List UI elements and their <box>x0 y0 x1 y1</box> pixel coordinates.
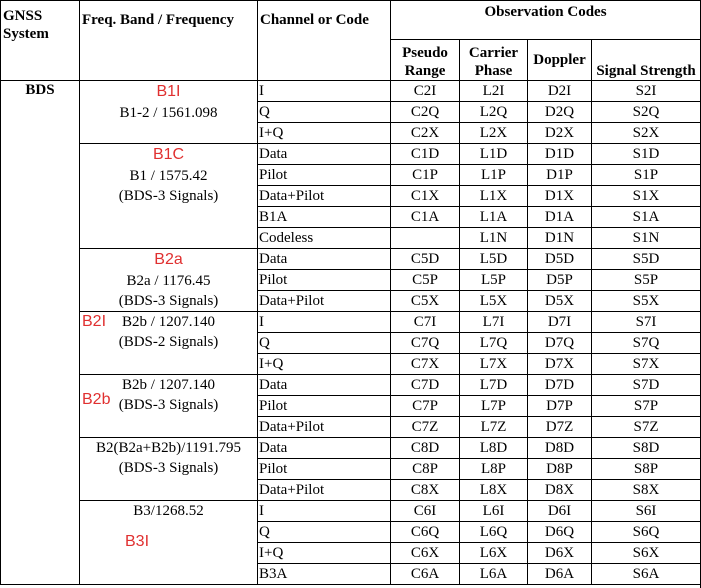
band-cell <box>80 312 258 375</box>
channel-cell: Data+Pilot <box>258 186 391 207</box>
signal-strength-cell: S1P <box>592 165 701 186</box>
header-channel-code: Channel or Code <box>258 1 391 81</box>
signal-strength-cell: S2Q <box>592 102 701 123</box>
channel-cell: I+Q <box>258 543 391 564</box>
pseudo-range-cell: C1P <box>391 165 460 186</box>
band-signals-note: (BDS-2 Signals) <box>118 334 219 350</box>
doppler-cell: D7I <box>528 312 592 333</box>
doppler-cell: D6X <box>528 543 592 564</box>
gnss-system-cell: BDS <box>1 81 80 585</box>
doppler-cell: D1D <box>528 144 592 165</box>
carrier-phase-cell: L1D <box>460 144 528 165</box>
carrier-phase-cell: L8P <box>460 459 528 480</box>
band-cell <box>80 375 258 438</box>
signal-strength-cell: S2X <box>592 123 701 144</box>
header-row-top <box>1 1 701 40</box>
channel-cell: Pilot <box>258 396 391 417</box>
doppler-cell: D2I <box>528 81 592 102</box>
doppler-cell: D8P <box>528 459 592 480</box>
table-row <box>1 375 701 396</box>
signal-strength-cell: S1A <box>592 207 701 228</box>
channel-cell: I <box>258 312 391 333</box>
pseudo-range-cell: C5P <box>391 270 460 291</box>
carrier-phase-cell: L7Q <box>460 333 528 354</box>
band-annotation: B1C <box>152 146 185 163</box>
channel-cell: I+Q <box>258 123 391 144</box>
channel-cell: Pilot <box>258 270 391 291</box>
band-annotation: B2a <box>154 251 183 268</box>
signal-strength-cell: S5X <box>592 291 701 312</box>
channel-cell: Data+Pilot <box>258 291 391 312</box>
channel-cell: Pilot <box>258 459 391 480</box>
band-annotation: B3I <box>125 533 150 550</box>
signal-strength-cell: S1X <box>592 186 701 207</box>
pseudo-range-cell: C5X <box>391 291 460 312</box>
signal-strength-cell: S7D <box>592 375 701 396</box>
doppler-cell: D5D <box>528 249 592 270</box>
band-cell <box>80 249 258 312</box>
signal-strength-cell: S5P <box>592 270 701 291</box>
carrier-phase-cell: L6Q <box>460 522 528 543</box>
carrier-phase-cell: L7D <box>460 375 528 396</box>
band-frequency: B3/1268.52 <box>133 503 204 519</box>
pseudo-range-cell: C8D <box>391 438 460 459</box>
carrier-phase-cell: L7Z <box>460 417 528 438</box>
doppler-cell: D8D <box>528 438 592 459</box>
pseudo-range-cell: C5D <box>391 249 460 270</box>
doppler-cell: D7D <box>528 375 592 396</box>
pseudo-range-cell: C6Q <box>391 522 460 543</box>
signal-strength-cell: S6Q <box>592 522 701 543</box>
signal-strength-cell: S7P <box>592 396 701 417</box>
signal-strength-cell: S7I <box>592 312 701 333</box>
pseudo-range-cell: C7D <box>391 375 460 396</box>
doppler-cell: D1A <box>528 207 592 228</box>
signal-strength-cell: S5D <box>592 249 701 270</box>
carrier-phase-cell: L8X <box>460 480 528 501</box>
carrier-phase-cell: L1N <box>460 228 528 249</box>
header-carrier-phase: Carrier Phase <box>460 40 528 81</box>
band-frequency: B2b / 1207.140 <box>122 377 215 393</box>
signal-strength-cell: S6A <box>592 564 701 585</box>
channel-cell: Data+Pilot <box>258 417 391 438</box>
band-cell <box>80 501 258 585</box>
pseudo-range-cell: C6A <box>391 564 460 585</box>
signal-strength-cell: S6X <box>592 543 701 564</box>
doppler-cell: D1N <box>528 228 592 249</box>
doppler-cell: D6A <box>528 564 592 585</box>
carrier-phase-cell: L8D <box>460 438 528 459</box>
carrier-phase-cell: L2I <box>460 81 528 102</box>
band-frequency: B2(B2a+B2b)/1191.795 <box>96 440 241 456</box>
channel-cell: I <box>258 81 391 102</box>
table-row <box>1 144 701 165</box>
doppler-cell: D7Q <box>528 333 592 354</box>
doppler-cell: D1P <box>528 165 592 186</box>
signal-strength-cell: S8X <box>592 480 701 501</box>
header-observation-codes: Observation Codes <box>391 1 701 40</box>
signal-strength-cell: S8P <box>592 459 701 480</box>
pseudo-range-cell: C1A <box>391 207 460 228</box>
doppler-cell: D5P <box>528 270 592 291</box>
channel-cell: Data <box>258 249 391 270</box>
band-frequency: B1-2 / 1561.098 <box>119 105 218 121</box>
pseudo-range-cell: C1D <box>391 144 460 165</box>
doppler-cell: D7Z <box>528 417 592 438</box>
channel-cell: Data <box>258 375 391 396</box>
pseudo-range-cell: C7X <box>391 354 460 375</box>
band-annotation: B1I <box>156 83 181 100</box>
pseudo-range-cell: C8P <box>391 459 460 480</box>
carrier-phase-cell: L7I <box>460 312 528 333</box>
band-signals-note: (BDS-3 Signals) <box>118 397 219 413</box>
band-cell <box>80 144 258 249</box>
doppler-cell: D6Q <box>528 522 592 543</box>
band-frequency: B1 / 1575.42 <box>129 168 208 184</box>
doppler-cell: D2X <box>528 123 592 144</box>
channel-cell: Data <box>258 144 391 165</box>
carrier-phase-cell: L7X <box>460 354 528 375</box>
doppler-cell: D7P <box>528 396 592 417</box>
table-row <box>1 249 701 270</box>
pseudo-range-cell: C7P <box>391 396 460 417</box>
carrier-phase-cell: L2X <box>460 123 528 144</box>
carrier-phase-cell: L6A <box>460 564 528 585</box>
signal-strength-cell: S7Z <box>592 417 701 438</box>
carrier-phase-cell: L5X <box>460 291 528 312</box>
header-freq-band: Freq. Band / Frequency <box>80 1 258 81</box>
pseudo-range-cell: C2X <box>391 123 460 144</box>
signal-strength-cell: S8D <box>592 438 701 459</box>
channel-cell: Codeless <box>258 228 391 249</box>
carrier-phase-cell: L7P <box>460 396 528 417</box>
band-cell <box>80 438 258 501</box>
channel-cell: Q <box>258 102 391 123</box>
channel-cell: Pilot <box>258 165 391 186</box>
pseudo-range-cell: C7I <box>391 312 460 333</box>
band-cell <box>80 81 258 144</box>
band-frequency: B2b / 1207.140 <box>122 314 215 330</box>
doppler-cell: D1X <box>528 186 592 207</box>
signal-strength-cell: S6I <box>592 501 701 522</box>
table-row <box>1 312 701 333</box>
signal-strength-cell: S1N <box>592 228 701 249</box>
channel-cell: I <box>258 501 391 522</box>
channel-cell: I+Q <box>258 354 391 375</box>
band-annotation: B2b <box>82 391 111 408</box>
band-frequency: B2a / 1176.45 <box>126 273 211 289</box>
carrier-phase-cell: L5P <box>460 270 528 291</box>
channel-cell: Data+Pilot <box>258 480 391 501</box>
channel-cell: B1A <box>258 207 391 228</box>
pseudo-range-cell: C2I <box>391 81 460 102</box>
signal-strength-cell: S7Q <box>592 333 701 354</box>
pseudo-range-cell: C2Q <box>391 102 460 123</box>
pseudo-range-cell: C8X <box>391 480 460 501</box>
table-body <box>1 81 701 585</box>
table-header <box>1 1 701 81</box>
table-row <box>1 81 701 102</box>
pseudo-range-cell: C6X <box>391 543 460 564</box>
doppler-cell: D8X <box>528 480 592 501</box>
carrier-phase-cell: L6I <box>460 501 528 522</box>
carrier-phase-cell: L1X <box>460 186 528 207</box>
signal-strength-cell: S1D <box>592 144 701 165</box>
carrier-phase-cell: L2Q <box>460 102 528 123</box>
signal-strength-cell: S7X <box>592 354 701 375</box>
carrier-phase-cell: L6X <box>460 543 528 564</box>
band-signals-note: (BDS-3 Signals) <box>118 460 219 476</box>
carrier-phase-cell: L5D <box>460 249 528 270</box>
channel-cell: Q <box>258 522 391 543</box>
channel-cell: Q <box>258 333 391 354</box>
signal-strength-cell: S2I <box>592 81 701 102</box>
header-gnss-system: GNSS System <box>1 1 80 81</box>
pseudo-range-cell: C7Q <box>391 333 460 354</box>
doppler-cell: D6I <box>528 501 592 522</box>
pseudo-range-cell: C6I <box>391 501 460 522</box>
channel-cell: B3A <box>258 564 391 585</box>
carrier-phase-cell: L1P <box>460 165 528 186</box>
doppler-cell: D5X <box>528 291 592 312</box>
pseudo-range-cell: C1X <box>391 186 460 207</box>
table-row <box>1 501 701 522</box>
doppler-cell: D2Q <box>528 102 592 123</box>
band-signals-note: (BDS-3 Signals) <box>118 188 219 204</box>
pseudo-range-cell: C7Z <box>391 417 460 438</box>
header-pseudo-range: Pseudo Range <box>391 40 460 81</box>
header-signal-strength: Signal Strength <box>592 40 701 81</box>
pseudo-range-cell <box>391 228 460 249</box>
header-doppler: Doppler <box>528 40 592 81</box>
band-signals-note: (BDS-3 Signals) <box>118 293 219 309</box>
doppler-cell: D7X <box>528 354 592 375</box>
table-row <box>1 438 701 459</box>
channel-cell: Data <box>258 438 391 459</box>
carrier-phase-cell: L1A <box>460 207 528 228</box>
band-annotation: B2I <box>82 313 107 330</box>
